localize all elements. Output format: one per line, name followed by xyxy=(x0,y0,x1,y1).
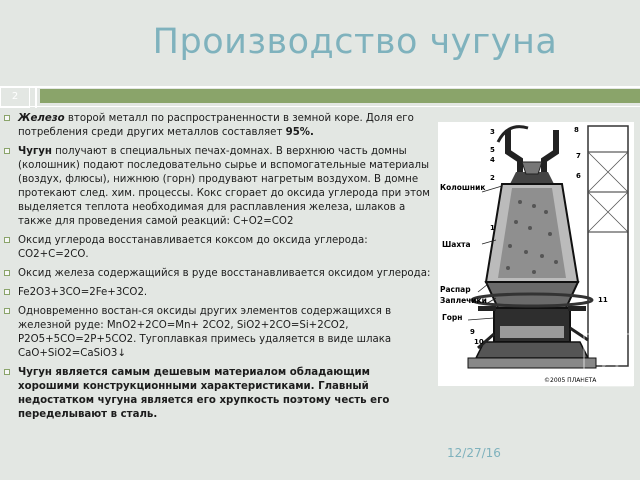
callout-number: 5 xyxy=(490,146,495,154)
bullet-icon xyxy=(4,148,10,154)
bullet-icon xyxy=(4,270,10,276)
callout-number: 11 xyxy=(598,296,608,304)
slide-date: 12/27/16 xyxy=(447,446,501,460)
bullet-paragraph xyxy=(4,286,432,300)
callout-number: 2 xyxy=(490,174,495,182)
header-divider xyxy=(35,86,37,108)
header-rule-bottom xyxy=(0,106,640,107)
paragraph-text: Fe2O3+3CO=2Fe+3CO2. xyxy=(18,287,148,298)
conclusion-text: Чугун является самым дешевым материалом обладающим хорошими конструкционными характеристиками. Главный недостатком чугуна является его хрупкость поэтому честь его переделывают в сталь. xyxy=(18,367,390,420)
callout-number: 7 xyxy=(576,152,581,160)
bullet-paragraph xyxy=(4,145,432,229)
callout-number: 8 xyxy=(574,126,579,134)
header-accent-bar xyxy=(40,89,640,103)
bullet-icon xyxy=(4,115,10,121)
callout-number: 9 xyxy=(470,328,475,336)
term-cast-iron: Чугун xyxy=(18,146,52,157)
term-iron: Железо xyxy=(18,113,65,124)
callout-number: 4 xyxy=(490,156,495,164)
callout-number: 1 xyxy=(490,224,495,232)
bullet-icon xyxy=(4,289,10,295)
svg-text:И: И xyxy=(598,344,623,377)
bullet-paragraph xyxy=(4,305,432,361)
callout-number: 6 xyxy=(576,172,581,180)
label-gorn: Горн xyxy=(442,313,463,322)
percent-value: 95% xyxy=(285,127,311,138)
watermark-logo xyxy=(580,330,636,390)
slide-number: 2 xyxy=(0,86,30,108)
bullet-icon xyxy=(4,308,10,314)
paragraph-text: Одновременно востан-ся оксиды других элементов содержащихся в железной руде: MnO2+2CO=Mn+ 2CO2, SiO2+2CO=Si+2CO2, P2O5+5CO=2P+5CO2. Тугоплавкая примесь удаляется в виде шлака CaO+SiO2=CaSiO3↓ xyxy=(18,306,392,359)
label-raspar: Распар xyxy=(440,285,471,294)
slide-title: Производство чугуна xyxy=(152,22,558,62)
paragraph-text: Оксид железа содержащийся в руде восстанавливается оксидом углерода: xyxy=(18,268,431,279)
paragraph-text: второй металл по распространенности в земной коре. Доля его потребления среди других металлов составляет xyxy=(18,113,414,138)
label-koloshnik: Колошник xyxy=(440,183,486,192)
bullet-paragraph: Железо второй металл по распространенности в земной коре. Доля его потребления среди других металлов составляет 95%. xyxy=(4,112,432,140)
bullet-icon xyxy=(4,237,10,243)
figure-copyright: ©2005 ПЛАНЕТА xyxy=(544,377,597,384)
bullet-paragraph xyxy=(4,234,432,262)
bullet-icon xyxy=(4,369,10,375)
bullet-paragraph xyxy=(4,267,432,281)
paragraph-text: Оксид углерода восстанавливается коксом до оксида углерода: СО2+С=2СО. xyxy=(18,235,368,260)
callout-number: 10 xyxy=(474,338,484,346)
callout-number: 3 xyxy=(490,128,495,136)
label-zaplechiki: Заплечики xyxy=(440,296,487,305)
bullet-paragraph xyxy=(4,366,432,422)
paragraph-text: получают в специальных печах-домнах. В верхнюю часть домны (колошник) подают последовательно сырье и вспомогательные материалы (воздух, флюсы), нижнюю (горн) продувают нагретым воздухом. В домне протекают след. хим. процессы. Кокс сгорает до оксида углерода при этом выделяется теплота необходимая для расплавления железа, шлаков а также для проведения самой реакций: С+О2=СО2 xyxy=(18,146,430,227)
label-shakhta: Шахта xyxy=(442,240,471,249)
header-rule xyxy=(0,86,640,88)
slide-body xyxy=(4,112,432,427)
